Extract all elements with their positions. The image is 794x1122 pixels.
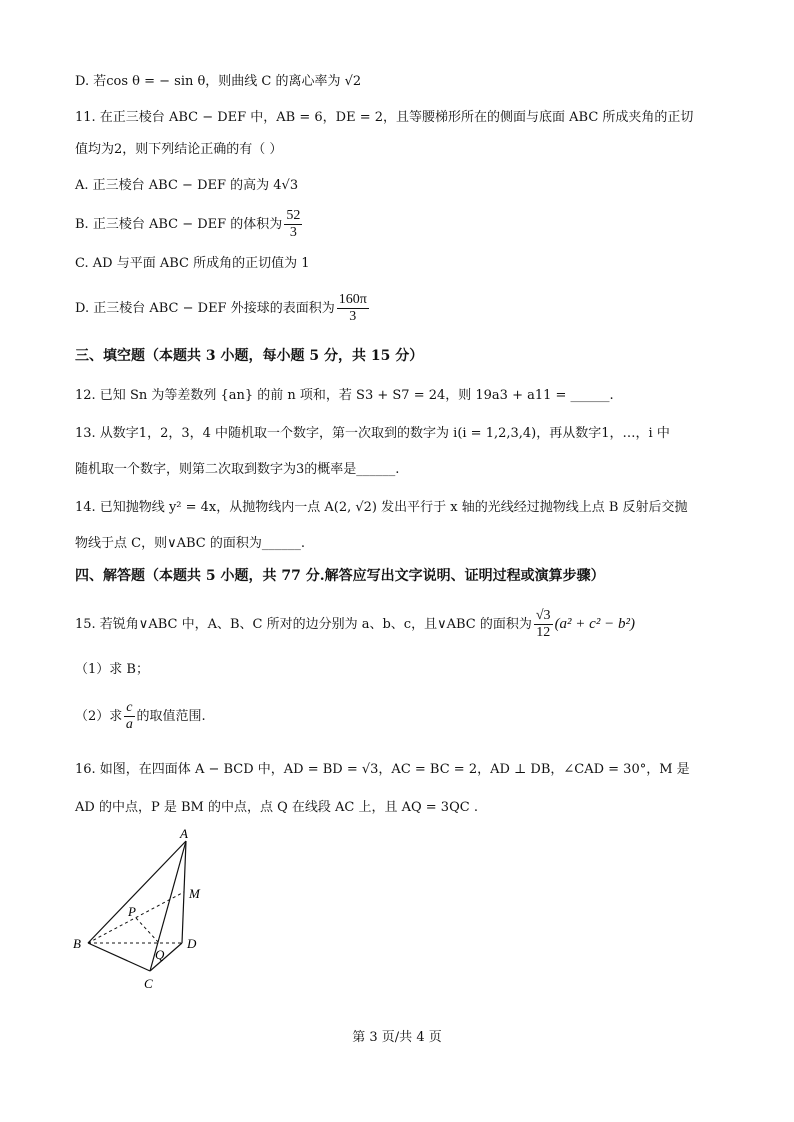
- page-footer: 第 3 页/共 4 页: [352, 1030, 442, 1045]
- q11-d-fraction: $\frac{160\pi}{3}$: [338, 292, 367, 324]
- q16-line2: AD 的中点，P 是 BM 的中点，点 Q 在线段 AC 上，且 AQ = 3QC .: [75, 800, 478, 815]
- tetrahedron-figure: [60, 826, 220, 998]
- label-p: P: [128, 904, 136, 919]
- label-a: A: [180, 826, 188, 841]
- q11-stem-line1: 11. 在正三棱台 ABC − DEF 中，AB = 6，DE = 2，且等腰梯形所在的侧面与底面 ABC 所成夹角的正切: [75, 110, 694, 125]
- q10-option-d: D. 若cos θ = − sin θ，则曲线 C 的离心率为 √2: [75, 74, 362, 89]
- q11-stem-line2: 值均为2，则下列结论正确的有（ ）: [75, 142, 283, 157]
- label-c: C: [144, 976, 153, 991]
- label-m: M: [189, 886, 200, 901]
- section-3-heading: 三、填空题（本题共 3 小题，每小题 5 分，共 15 分）: [75, 348, 424, 364]
- q15-stem: 15. 若锐角∨ABC 中，A、B、C 所对的边分别为 a、b、c，且∨ABC 的面积为 $\frac{√3}{12}$ (a² + c² − b²): [75, 608, 635, 640]
- q15-area-fraction: $\frac{√3}{12}$: [535, 608, 551, 640]
- q13-line1: 13. 从数字1，2，3，4 中随机取一个数字，第一次取到的数字为 i(i = 1,2,3,4)，再从数字1，…，i 中: [75, 426, 670, 441]
- q11-option-a: A. 正三棱台 ABC − DEF 的高为 4√3: [75, 178, 299, 193]
- q11-option-c: C. AD 与平面 ABC 所成角的正切值为 1: [75, 256, 310, 271]
- edge-bc: [88, 943, 150, 971]
- q11-option-d: D. 正三棱台 ABC − DEF 外接球的表面积为 $\frac{160\pi}{3}$: [75, 292, 367, 324]
- q16-line1: 16. 如图，在四面体 A − BCD 中，AD = BD = √3，AC = BC = 2，AD ⊥ DB，∠CAD = 30°，M 是: [75, 762, 690, 777]
- q11-option-b: B. 正三棱台 ABC − DEF 的体积为 $\frac{52}{3}$: [75, 208, 301, 240]
- q11-b-fraction: $\frac{52}{3}$: [286, 208, 301, 240]
- label-d: D: [187, 936, 197, 951]
- segment-bm-dashed: [88, 892, 184, 943]
- q15-ratio-fraction: $\frac{c}{a}$: [125, 700, 133, 732]
- q15-part1: （1）求 B；: [75, 662, 149, 677]
- q15-part2: （2）求 $\frac{c}{a}$ 的取值范围.: [75, 700, 206, 732]
- q12-text: 12. 已知 Sn 为等差数列 {an} 的前 n 项和，若 S3 + S7 = 24，则 19a3 + a11 = ______.: [75, 388, 614, 403]
- segment-pq-dashed: [136, 918, 159, 943]
- section-4-heading: 四、解答题（本题共 5 小题，共 77 分.解答应写出文字说明、证明过程或演算步骤）: [75, 568, 605, 584]
- q14-line2: 物线于点 C，则∨ABC 的面积为______.: [75, 536, 305, 551]
- label-q: Q: [155, 947, 165, 962]
- q13-line2: 随机取一个数字，则第二次取到数字为3的概率是______.: [75, 462, 400, 477]
- q14-line1: 14. 已知抛物线 y² = 4x，从抛物线内一点 A(2, √2) 发出平行于 x 轴的光线经过抛物线上点 B 反射后交抛: [75, 500, 688, 515]
- label-b: B: [73, 936, 81, 951]
